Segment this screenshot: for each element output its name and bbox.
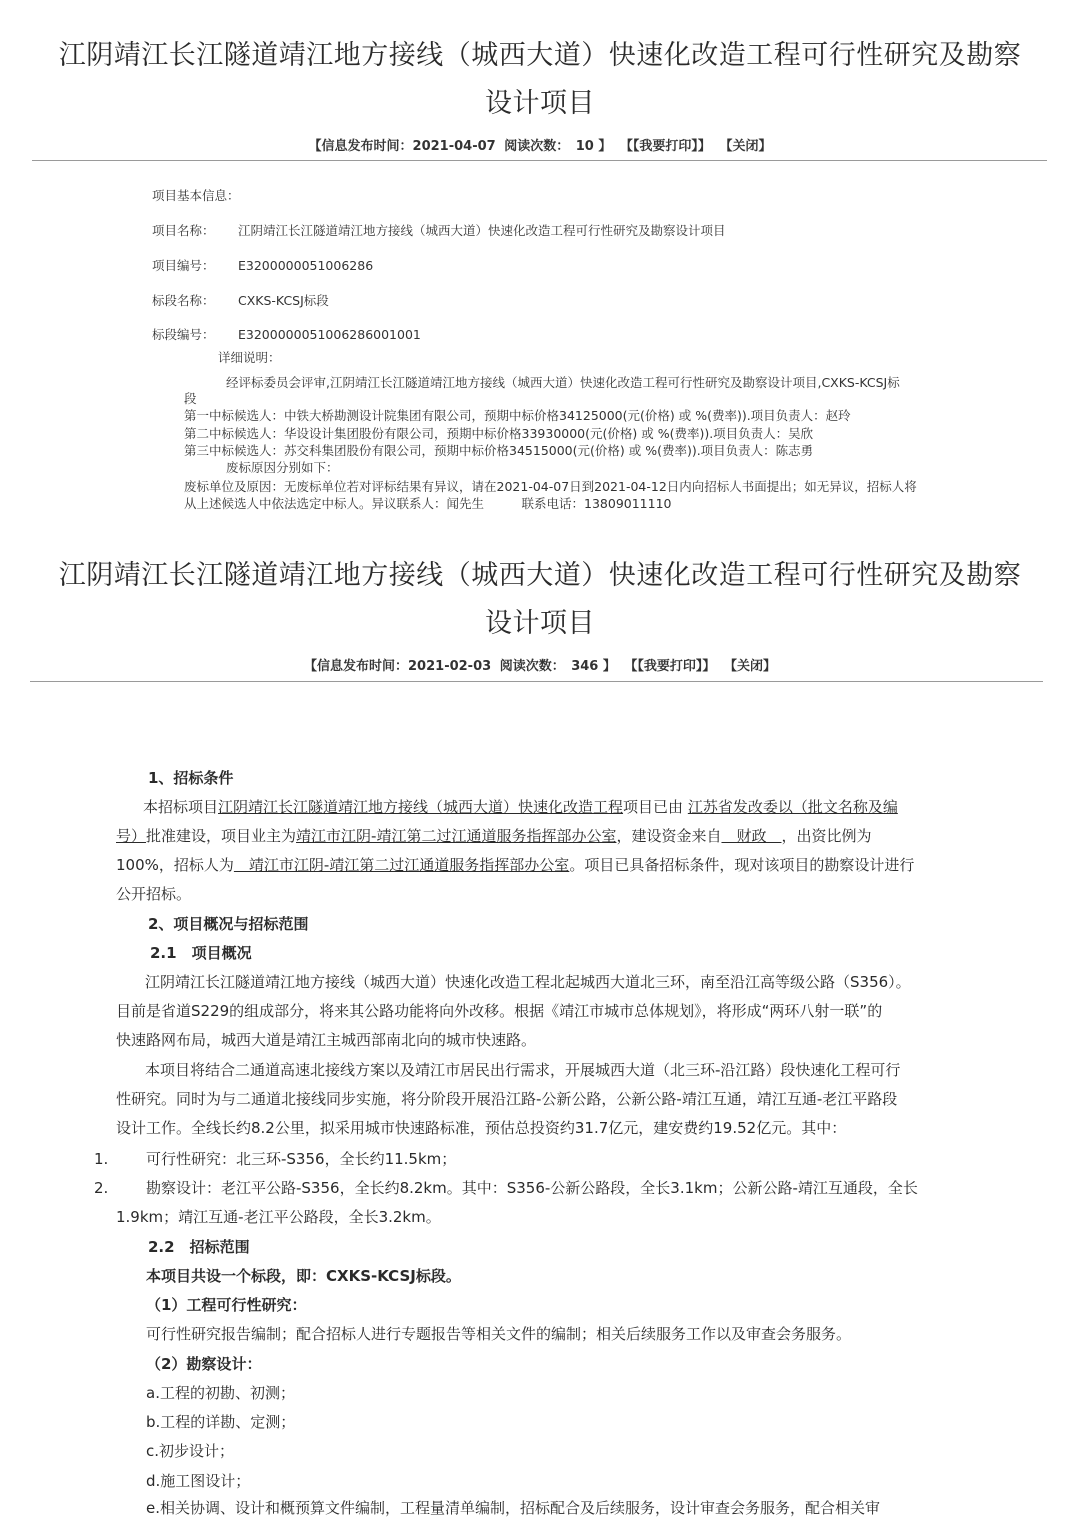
- doc1-candidate-3: 第三中标候选人：苏交科集团股份有限公司，预期中标价格34515000(元(价格) 或 %(费率)).项目负责人：陈志勇: [184, 443, 814, 458]
- doc2-survey-c: c.初步设计；: [146, 1442, 235, 1460]
- doc1-detail-p1b: 段: [184, 391, 197, 406]
- doc1-print-link[interactable]: 【【我要打印】】: [619, 139, 711, 154]
- doc2-p2-line1: 江阴靖江长江隧道靖江地方接线（城西大道）快速化改造工程北起城西大道北三环，南至沿江高等级公路（S356）。: [145, 973, 911, 991]
- doc2-list-1: 可行性研究：北三环-S356，全长约11.5km；: [146, 1150, 457, 1168]
- doc2-heading-1: 1、招标条件: [148, 769, 234, 787]
- doc2-survey-b: b.工程的详勘、定测；: [146, 1413, 296, 1431]
- text: 100%，招标人为: [116, 856, 234, 874]
- doc2-list-2-line2: 1.9km；靖江互通-老江平公路段，全长3.2km。: [116, 1208, 441, 1226]
- doc2-list-2-line1: 勘察设计：老江平公路-S356，全长约8.2km。其中：S356-公新公路段，全长3.1km；公新公路-靖江互通段，全长: [146, 1179, 918, 1197]
- text: 财政: [721, 827, 782, 845]
- doc1-field-section-name: [152, 291, 329, 309]
- text: 靖江市江阴-靖江第二过江通道服务指挥部办公室: [233, 856, 570, 874]
- text: 江苏省发改委以（批文名称及编: [687, 798, 898, 816]
- doc2-survey-e: e.相关协调、设计和概预算文件编制，工程量清单编制，招标配合及后续服务，设计审查会务服务，配合相关审: [146, 1499, 881, 1517]
- field-value: CXKS-KCSJ标段: [238, 293, 329, 308]
- doc2-title-line1: 江阴靖江长江隧道靖江地方接线（城西大道）快速化改造工程可行性研究及勘察: [58, 560, 1022, 591]
- doc1-title-line2: 设计项目: [485, 88, 595, 119]
- doc1-candidate-1: 第一中标候选人：中铁大桥勘测设计院集团有限公司，预期中标价格34125000(元(价格) 或 %(费率)).项目负责人：赵玲: [184, 408, 851, 423]
- text: ，建设资金来自: [616, 827, 722, 845]
- text: 号）: [116, 827, 147, 845]
- doc1-read-count: 阅读次数： 10 】: [504, 139, 612, 154]
- doc2-read-count: 阅读次数： 346 】: [499, 659, 616, 674]
- doc2-title-line2: 设计项目: [485, 608, 595, 639]
- doc2-heading-2-1: 2.1 项目概况: [150, 944, 252, 962]
- doc1-divider: [32, 160, 1047, 161]
- doc1-reject-line2: 从上述候选人中依法选定中标人。异议联系人：闻先生 联系电话：13809011110: [184, 496, 672, 511]
- doc2-heading-survey: （2）勘察设计：: [146, 1355, 262, 1373]
- doc2-p3-line2: 性研究。同时为与二通道北接线同步实施，将分阶段开展沿江路-公新公路，公新公路-靖江互通，靖江互通-老江平路段: [116, 1090, 898, 1108]
- doc1-field-section-code: [152, 325, 421, 343]
- doc1-close-link[interactable]: 【关闭】: [719, 139, 772, 154]
- doc1-candidate-2: 第二中标候选人：华设设计集团股份有限公司，预期中标价格33930000(元(价格) 或 %(费率)).项目负责人：吴欣: [184, 426, 814, 441]
- text: 本招标项目: [143, 798, 219, 816]
- doc1-field-name: [152, 221, 726, 239]
- doc2-heading-2-2: 2.2 招标范围: [148, 1238, 250, 1256]
- doc2-section-count: 本项目共设一个标段，即：CXKS-KCSJ标段。: [146, 1267, 461, 1285]
- doc2-list-2-number: 2.: [94, 1179, 109, 1197]
- doc2-p2-line3: 快速路网布局，城西大道是靖江主城西部南北向的城市快速路。: [116, 1031, 537, 1049]
- field-value: E3200000051006286001001: [238, 327, 421, 342]
- doc2-heading-feasibility: （1）工程可行性研究：: [146, 1296, 307, 1314]
- field-label: 项目名称：: [152, 223, 215, 238]
- doc2-p1-line3: [116, 851, 914, 880]
- doc1-title-line1: 江阴靖江长江隧道靖江地方接线（城西大道）快速化改造工程可行性研究及勘察: [58, 40, 1022, 71]
- doc1-publish-time: 【信息发布时间：2021-04-07: [308, 139, 496, 154]
- doc1-title: [20, 32, 1060, 128]
- doc1-basic-info: 项目基本信息：: [152, 188, 240, 203]
- field-value: 江阴靖江长江隧道靖江地方接线（城西大道）快速化改造工程可行性研究及勘察设计项目: [238, 223, 726, 238]
- text: ，出资比例为: [781, 827, 872, 845]
- doc2-survey-d: d.施工图设计；: [146, 1472, 251, 1490]
- doc2-p1-line2: [116, 822, 872, 851]
- doc2-title: [20, 552, 1060, 648]
- doc2-survey-a: a.工程的初勘、初测；: [146, 1384, 295, 1402]
- doc2-close-link[interactable]: 【关闭】: [723, 659, 776, 674]
- text: 。项目已具备招标条件，现对该项目的勘察设计进行: [569, 856, 915, 874]
- doc2-feasibility-text: 可行性研究报告编制；配合招标人进行专题报告等相关文件的编制；相关后续服务工作以及审查会务服务。: [146, 1325, 852, 1343]
- field-label: 标段名称：: [152, 293, 215, 308]
- doc1-reject-reason: 废标原因分别如下：: [226, 460, 339, 475]
- doc2-list-1-number: 1.: [94, 1150, 109, 1168]
- doc2-meta: [0, 655, 1080, 674]
- doc1-detail-label: 详细说明：: [218, 350, 281, 365]
- doc2-publish-time: 【信息发布时间：2021-02-03: [304, 659, 492, 674]
- field-label: 标段编号：: [152, 327, 215, 342]
- doc1-reject-line1: 废标单位及原因：无废标单位若对评标结果有异议，请在2021-04-07日到2021-04-12日内向招标人书面提出；如无异议，招标人将: [184, 479, 917, 494]
- doc2-p2-line2: 目前是省道S229的组成部分，将来其公路功能将向外改移。根据《靖江市城市总体规划》，将形成“两环八射一联”的: [116, 1002, 883, 1020]
- field-value: E3200000051006286: [238, 258, 374, 273]
- doc1-meta: [0, 135, 1080, 154]
- text: 批准建设，项目业主为: [146, 827, 297, 845]
- text: 靖江市江阴-靖江第二过江通道服务指挥部办公室: [296, 827, 617, 845]
- doc2-divider: [30, 681, 1043, 682]
- field-label: 项目编号：: [152, 258, 215, 273]
- doc2-print-link[interactable]: 【【我要打印】】: [624, 659, 716, 674]
- doc2-p1-line4: 公开招标。: [116, 885, 192, 903]
- text: 江阴靖江长江隧道靖江地方接线（城西大道）快速化改造工程: [218, 798, 624, 816]
- doc1-detail-p1: 经评标委员会评审,江阴靖江长江隧道靖江地方接线（城西大道）快速化改造工程可行性研究及勘察设计项目,CXKS-KCSJ标: [226, 375, 900, 390]
- text: 项目已由: [623, 798, 684, 816]
- doc2-p1-line1: [143, 793, 898, 822]
- doc2-heading-2: 2、项目概况与招标范围: [148, 915, 309, 933]
- doc2-p3-line1: 本项目将结合二通道高速北接线方案以及靖江市居民出行需求，开展城西大道（北三环-沿江路）段快速化工程可行: [145, 1061, 901, 1079]
- doc2-p3-line3: 设计工作。全线长约8.2公里，拟采用城市快速路标准，预估总投资约31.7亿元，建安费约19.52亿元。其中：: [116, 1119, 847, 1137]
- doc1-field-code: [152, 256, 373, 274]
